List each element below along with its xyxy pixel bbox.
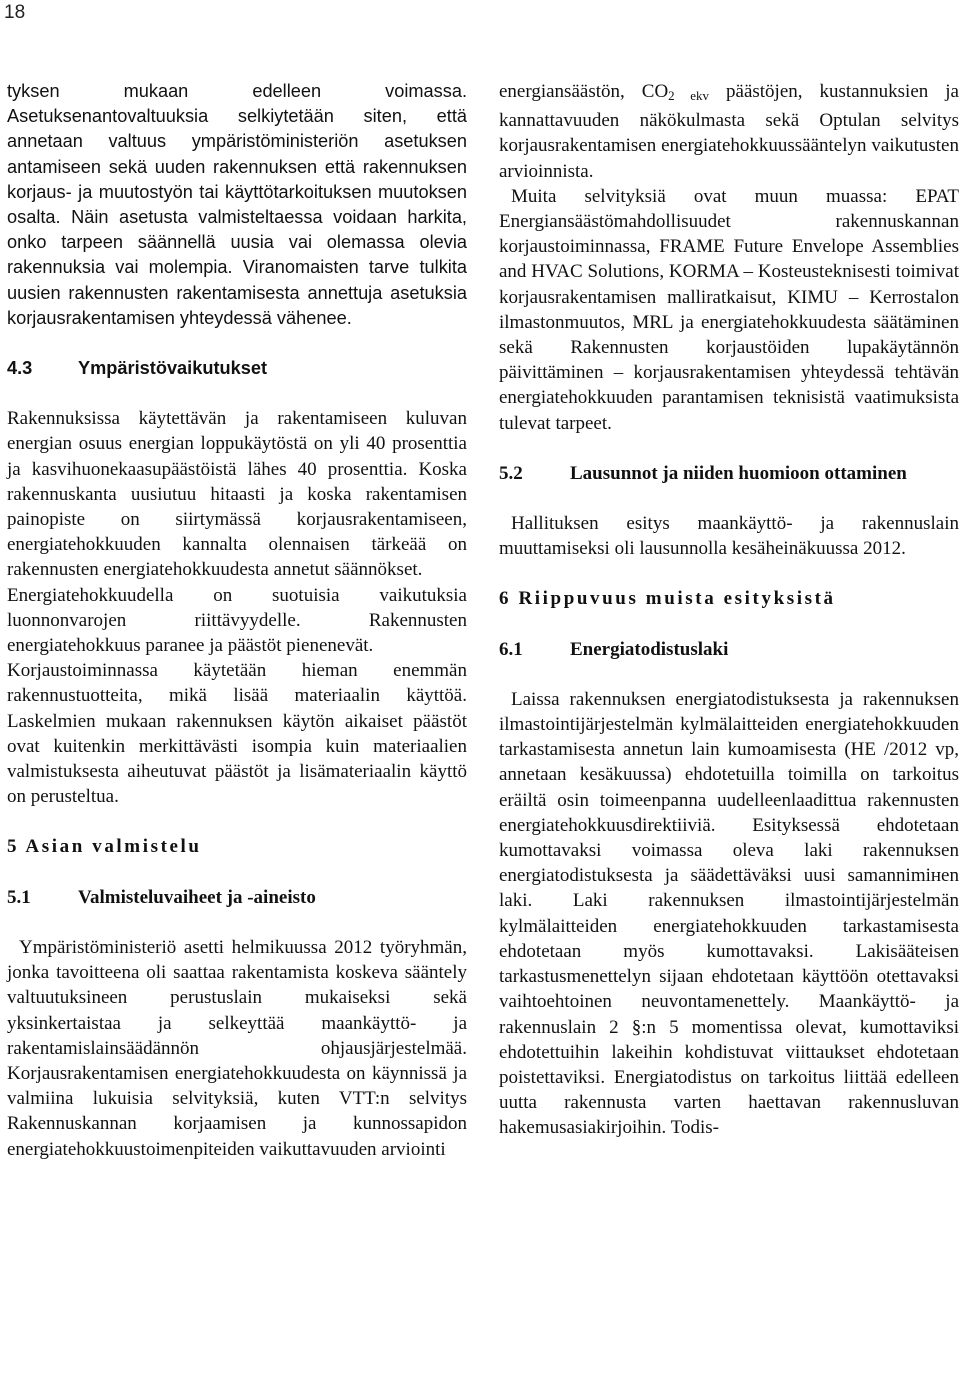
heading-6: 6 Riippuvuus muista esityksistä: [499, 588, 836, 610]
left-paragraph-5: Ympäristöministeriö asetti helmikuussa 2012 työryhmän, jonka tavoitteena oli saattaa rakentamista koskeva sääntely valtuutuksineen perustuslain mukaiseksi sekä yksinkertaistaa ja selkeyttää maankäyttö- ja rakentamislainsäädännön ohjausjärjestelmää. Korjausrakentamisen energiatehokkuudesta on käynnissä ja valmiina lukuisia selvityksiä, kuten VTT:n selvitys Rakennuskannan korjaamisen ja kunnossapidon energiatehokkuustoimenpiteiden vaikuttavuuden arviointi: [7, 936, 467, 1160]
heading-5-2: [499, 461, 959, 486]
heading-6-1: [499, 637, 959, 662]
heading-5-2-number: 5.2: [499, 462, 523, 484]
co2-subscript: 2 ekv: [668, 88, 709, 103]
heading-5-1-number: 5.1: [7, 886, 31, 908]
right-paragraph-2: Muita selvityksiä ovat muun muassa: EPAT Energiansäästömahdollisuudet rakennuskannan korjaustoiminnassa, FRAME Future Envelope Assemblies and HVAC Solutions, KORMA – Kosteusteknisesti toimivat korjausrakentamisen malliratkaisut, KIMU – Kerrostalon ilmastonmuutos, MRL ja energiatehokkuudesta säätäminen sekä Rakennusten korjaustöiden lupakäytännön päivittäminen – korjausrakentamisen yhteydessä tehtävän energiatehokkuuden parantamisen teknisistä vaatimuksista tulevat tarpeet.: [499, 185, 959, 434]
heading-5-1-title: Valmisteluvaiheet ja -aineisto: [78, 886, 316, 908]
heading-4-3: [7, 356, 467, 381]
left-paragraph-2: Rakennuksissa käytettävän ja rakentamiseen kuluvan energian osuus energian loppukäytöstä on yli 40 prosenttia ja kasvihuonekaasupäästöistä lähes 40 prosenttia. Koska rakennuskanta uusiutuu hitaasti ja koska rakentamisen painopiste on siirtymässä korjausrakentamiseen, energiatehokkuuden kannalta olennaisen tärkeää on rakennusten energiatehokkuudesta annetut säännökset.: [7, 408, 467, 581]
right-column: [499, 79, 959, 1141]
right-paragraph-1: [499, 79, 959, 184]
heading-6-1-title: Energiatodistuslaki: [570, 638, 729, 660]
heading-4-3-title: Ympäristövaikutukset: [78, 358, 268, 379]
heading-5-2-title: Lausunnot ja niiden huomioon ottaminen: [570, 462, 907, 484]
left-paragraph-4: Korjaustoiminnassa käytetään hieman enemmän rakennustuotteita, mikä lisää materiaalin käyttöä. Laskelmien mukaan rakennuksen käytön aikaiset päästöt ovat kuitenkin merkittävästi isompia kuin materiaalien valmistuksesta aiheutuvat päästöt ja lisämateriaalin käyttö on perusteltua.: [7, 660, 467, 808]
heading-5-1: [7, 885, 467, 910]
right-paragraph-4: Laissa rakennuksen energiatodistuksesta ja rakennuksen ilmastointijärjestelmän kylmälaitteiden energiatehokkuuden tarkastamisesta annetun lain kumoamisesta (HE /2012 vp, annetaan kesäkuussa) ehdotetuilla toimilla on tarkoitus eräiltä osin toimeenpanna uudelleenlaadittua rakennusten energiatehokkuusdirektiiviä. Esityksessä ehdotetaan kumottavaksi voimassa oleva laki rakennuksen energiatodistuksesta ja säädettäväksi uusi samannimінen laki. Laki rakennuksen ilmastointijärjestelmän kylmälaitteiden energiatehokkuuden tarkastamisesta ehdotetaan myös kumottavaksi. Lakisääteisen tarkastusmenettelyn sijaan ehdotetaan käyttöön otettavaksi vaihtoehtoinen neuvontamenettely. Maankäyttö- ja rakennuslain 2 §:n 5 momentissa olevat, kumottaviksi ehdotettuihin lakeihin kohdistuvat viittaukset ehdotetaan poistettaviksi. Energiatodistus on tarkoitus liittää edelleen uutta rakennusta varten haettavan rakennusluvan hakemusasiakirjoihin. Todis-: [499, 688, 959, 1139]
left-column: [7, 79, 467, 1162]
heading-5: 5 Asian valmistelu: [7, 836, 202, 858]
page-number: 18: [4, 2, 26, 23]
heading-4-3-number: 4.3: [7, 358, 33, 379]
right-paragraph-3: Hallituksen esitys maankäyttö- ja rakennuslain muuttamiseksi oli lausunnolla kesäheinäkuussa 2012.: [499, 513, 959, 560]
heading-6-1-number: 6.1: [499, 638, 523, 660]
right-paragraph-1-a: energiansäästön, CO: [499, 81, 669, 102]
left-paragraph-1: tyksen mukaan edelleen voimassa. Asetuksenantovaltuuksia selkiytetään siten, että annetaan valtuus ympäristöministeriön asetuksen antamiseen sekä uuden rakennuksen että rakennuksen korjaus- ja muutostyön tai käyttötarkoituksen muutoksen osalta. Näin asetusta valmisteltaessa voidaan harkita, onko tarpeen säännellä uusia vai olemassa olevia rakennuksia vai molempia. Viranomaisten tarve tulkita uusien rakennusten rakentamisesta annettuja asetuksia korjausrakentamisen yhteydessä vähenee.: [7, 81, 467, 328]
right-paragraph-1-b: päästöjen, kustannuksien ja kannattavuuden näkökulmasta sekä Optulan selvitys korjausrakentamisen energiatehokkuussääntelyn vaikutusten arvioinnista.: [499, 81, 959, 182]
left-paragraph-3: Energiatehokkuudella on suotuisia vaikutuksia luonnonvarojen riittävyydelle. Rakennusten energiatehokkuus paranee ja päästöt pienenevät.: [7, 584, 467, 657]
